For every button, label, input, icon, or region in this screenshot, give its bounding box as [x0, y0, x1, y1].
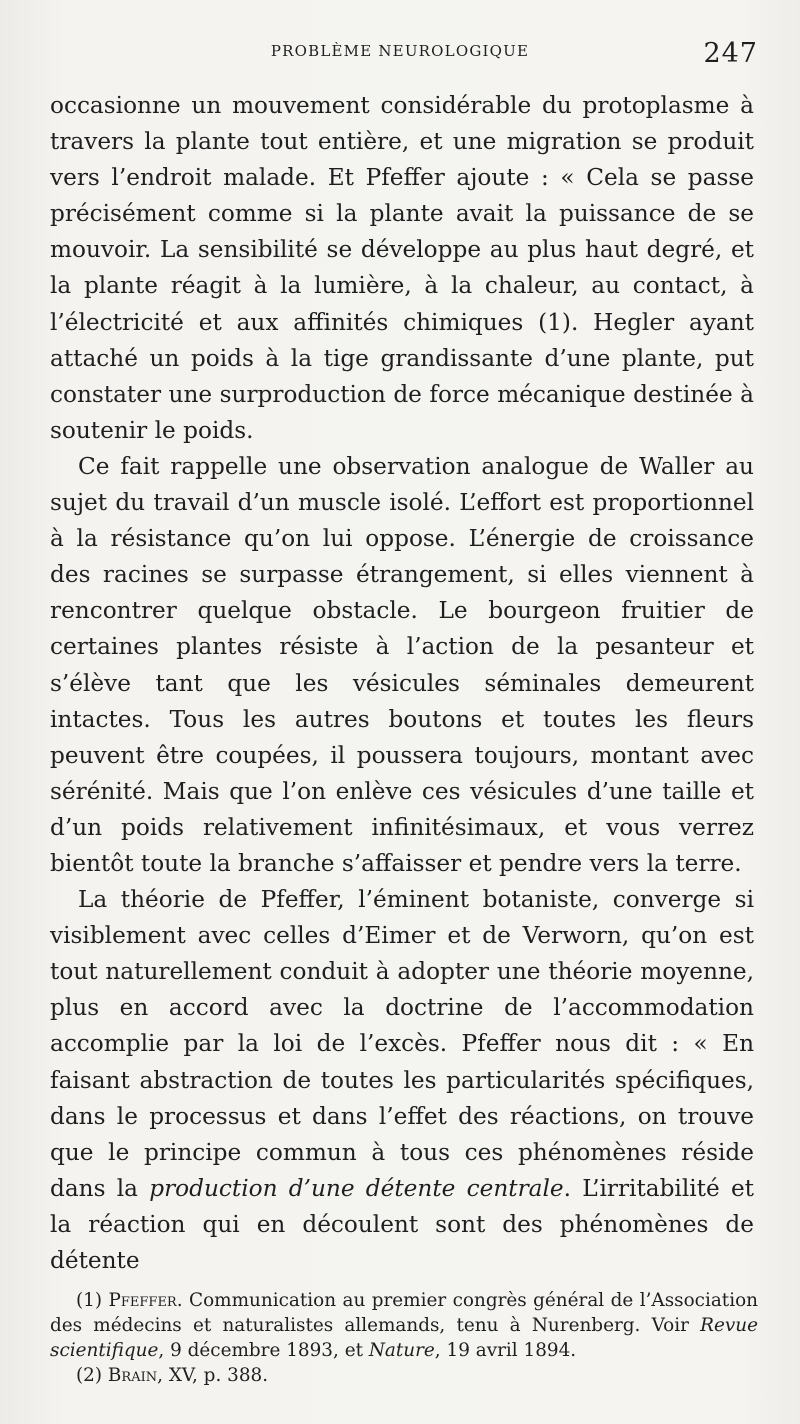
footnote-1-marker: (1) — [76, 1290, 103, 1311]
footnote-2-marker: (2) — [76, 1365, 103, 1386]
paragraph-3 — [50, 882, 754, 1279]
footnotes — [50, 1288, 758, 1388]
footnote-1-journal-1: Revue scientifique — [50, 1315, 758, 1361]
footnote-1 — [50, 1288, 758, 1363]
footnote-2-text: , XV, p. 388. — [157, 1365, 269, 1386]
footnote-1-author: Pfeffer — [108, 1290, 177, 1311]
paragraph-2: Ce fait rappelle une observation analogue de Waller au sujet du travail d’un muscle isolé. L’effort est proportionnel à la résistance qu’on lui oppose. L’énergie de croissance des racines se surpasse étrangement, si elles viennent à rencontrer quelque obstacle. Le bourgeon fruitier de certaines plantes résiste à l’action de la pesanteur et s’élève tant que les vésicules séminales demeurent intactes. Tous les autres boutons et toutes les fleurs peuvent être coupées, il poussera toujours, montant avec sérénité. Mais que l’on enlève ces vésicules d’une taille et d’un poids relativement infinitésimaux, et vous verrez bientôt toute la branche s’affaisser et pendre vers la terre. — [50, 452, 754, 877]
paragraph-3-text-b: . L’irritabilité et la réaction qui en découlent sont des phénomènes de détente — [50, 1174, 754, 1274]
page-number: 247 — [703, 38, 758, 69]
footnote-2-author: Brain — [107, 1365, 158, 1386]
footnote-1-text-b: , 9 décembre 1893, et — [158, 1340, 363, 1361]
paragraph-3-text-a: La théorie de Pfeffer, l’éminent botaniste, converge si visiblement avec celles d’Eimer et de Verworn, qu’on est tout naturellement conduit à adopter une théorie moyenne, plus en accord avec la doctrine de l’accommodation accomplie par la loi de l’excès. Pfeffer nous dit : « En faisant abstraction de toutes les particularités spécifiques, dans le processus et dans l’effet des réactions, on trouve que le principe commun à tous ces phénomènes réside dans la — [50, 886, 754, 1202]
running-head — [0, 38, 800, 72]
body-text — [50, 88, 754, 1279]
paragraph-3-italic: production d’une détente centrale — [149, 1174, 564, 1202]
footnote-1-text-a: . Communication au premier congrès général de l’Association des médecins et naturalistes allemands, tenu à Nurenberg. Voir — [50, 1290, 758, 1336]
running-title: PROBLÈME NEUROLOGIQUE — [270, 42, 530, 60]
paragraph-1: occasionne un mouvement considérable du protoplasme à travers la plante tout entière, et une migration se produit vers l’endroit malade. Et Pfeffer ajoute : « Cela se passe précisément comme si la plante avait la puissance de se mouvoir. La sensibilité se développe au plus haut degré, et la plante réagit à la lumière, à la chaleur, au contact, à l’électricité et aux affinités chimiques (1). Hegler ayant attaché un poids à la tige grandissante d’une plante, put constater une surproduction de force mécanique destinée à soutenir le poids. — [50, 92, 754, 444]
footnote-1-journal-2: Nature — [368, 1340, 435, 1361]
footnote-1-text-c: , 19 avril 1894. — [434, 1340, 577, 1361]
footnote-2 — [50, 1363, 758, 1388]
